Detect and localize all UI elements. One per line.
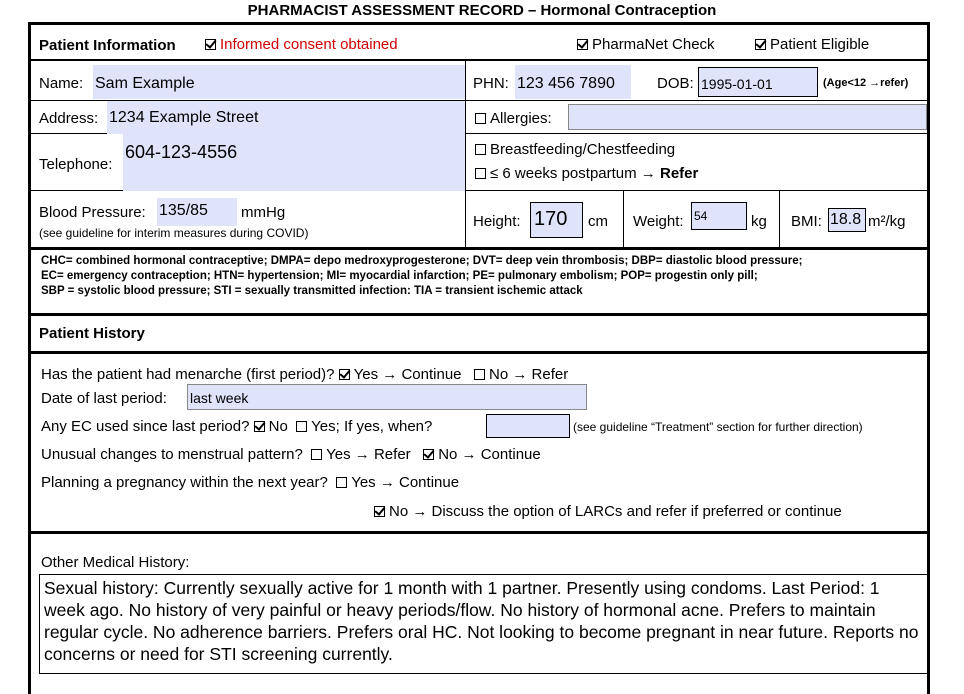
abbreviations-text: [41, 254, 802, 299]
breastfeeding-wrap: [475, 141, 675, 158]
other-history-section: [28, 534, 930, 694]
bp-label: Blood Pressure:: [39, 204, 146, 221]
assessment-form: [28, 22, 930, 683]
ec-yes-checkbox[interactable]: [296, 421, 307, 432]
breastfeeding-label: Breastfeeding/Chestfeeding: [490, 141, 676, 158]
allergies-wrap: [475, 110, 552, 127]
patient-history-section: [28, 354, 930, 534]
bmi-label: BMI:: [791, 213, 822, 230]
menstrual-question: Unusual changes to menstrual pattern?: [41, 446, 303, 463]
pregnancy-no-checkbox[interactable]: [374, 506, 385, 517]
consent-checkbox[interactable]: [205, 39, 216, 50]
menstrual-yes-label: Yes → Refer: [326, 446, 411, 463]
address-row: [31, 101, 927, 134]
address-label: Address:: [39, 110, 99, 127]
ec-no-label: No: [268, 418, 288, 435]
phn-label: PHN:: [473, 75, 509, 92]
telephone-row: [31, 134, 927, 191]
ec-line: [41, 418, 432, 435]
telephone-field[interactable]: 604-123-4556: [123, 134, 465, 191]
pregnancy-no-label: No → Discuss the option of LARCs and refer if preferred or continue: [389, 503, 842, 520]
dob-age-note: (Age<12 →refer): [823, 77, 909, 89]
dob-field[interactable]: 1995-01-01: [698, 67, 818, 97]
pregnancy-question: Planning a pregnancy within the next year?: [41, 474, 328, 491]
height-label: Height:: [473, 213, 521, 230]
consent-checkbox-wrap: [205, 36, 398, 53]
postpartum-checkbox[interactable]: [475, 168, 486, 179]
consent-label: Informed consent obtained: [220, 36, 398, 53]
ec-question: Any EC used since last period?: [41, 418, 250, 435]
menstrual-no-label: No → Continue: [438, 446, 541, 463]
phn-field[interactable]: 123 456 7890: [515, 65, 631, 99]
name-field[interactable]: Sam Example: [93, 65, 465, 99]
pregnancy-yes-checkbox[interactable]: [336, 477, 347, 488]
ec-note: (see guideline “Treatment” section for further direction): [573, 420, 863, 434]
allergies-checkbox[interactable]: [475, 113, 486, 124]
eligible-label: Patient Eligible: [770, 36, 870, 53]
abbreviation-line: SBP = systolic blood pressure; STI = sexually transmitted infection: TIA = transient ischemic attack: [41, 285, 583, 297]
pregnancy-line: [41, 474, 459, 491]
patient-info-section: [28, 22, 930, 250]
weight-field[interactable]: 54: [691, 202, 747, 230]
patient-history-header: [28, 316, 930, 354]
allergies-field[interactable]: [568, 104, 927, 130]
bmi-field[interactable]: 18.8: [828, 208, 866, 232]
menarche-yes-label: Yes → Continue: [353, 366, 462, 383]
pharmanet-label: PharmaNet Check: [592, 36, 715, 53]
lmp-field[interactable]: last week: [187, 384, 587, 410]
menstrual-line: [41, 446, 541, 463]
bp-field[interactable]: 135/85: [157, 198, 237, 226]
patient-info-heading: Patient Information: [39, 37, 176, 54]
ec-no-checkbox[interactable]: [254, 421, 265, 432]
menstrual-no-checkbox[interactable]: [423, 449, 434, 460]
bmi-unit: m²/kg: [868, 213, 906, 230]
form-title: PHARMACIST ASSESSMENT RECORD – Hormonal Contraception: [247, 2, 717, 19]
menstrual-yes-checkbox[interactable]: [311, 449, 322, 460]
height-field[interactable]: 170: [530, 202, 583, 238]
postpartum-wrap: [475, 165, 698, 182]
abbreviations-section: [28, 250, 930, 316]
menarche-yes-checkbox[interactable]: [339, 369, 350, 380]
other-history-field[interactable]: Sexual history: Currently sexually active for 1 month with 1 partner. Presently using condoms. Last Period: 1 week ago. No history of very painful or heavy periods/flow. No history of hormonal acne. Prefers to maintain regular cycle. No adherence barriers. Prefers oral HC. Not looking to become pregnant in near future. Reports no concerns or need for STI screening currently.: [39, 574, 929, 674]
menarche-line: [41, 366, 568, 383]
weight-label: Weight:: [633, 213, 684, 230]
lmp-line: [41, 390, 167, 407]
patient-info-header: [31, 25, 927, 61]
other-history-label: Other Medical History:: [41, 554, 190, 571]
name-label: Name:: [39, 75, 84, 92]
menarche-no-label: No → Refer: [489, 366, 569, 383]
eligible-checkbox[interactable]: [755, 39, 766, 50]
bp-unit: mmHg: [241, 204, 286, 221]
patient-history-heading: Patient History: [39, 325, 145, 342]
height-unit: cm: [588, 213, 608, 230]
abbreviation-line: EC= emergency contraception; HTN= hypertension; MI= myocardial infarction; PE= pulmonary embolism; POP= progestin only pill;: [41, 270, 758, 282]
name-row: [31, 61, 927, 101]
pregnancy-yes-label: Yes → Continue: [351, 474, 460, 491]
pharmanet-checkbox-wrap: [577, 36, 715, 53]
eligible-checkbox-wrap: [755, 36, 869, 53]
postpartum-refer: Refer: [659, 165, 699, 182]
pharmanet-checkbox[interactable]: [577, 39, 588, 50]
postpartum-label: ≤ 6 weeks postpartum →: [490, 165, 656, 182]
measurements-row: [31, 191, 927, 247]
weight-unit: kg: [751, 213, 767, 230]
lmp-label: Date of last period:: [41, 390, 167, 407]
menarche-no-checkbox[interactable]: [474, 369, 485, 380]
telephone-label: Telephone:: [39, 156, 113, 173]
pregnancy-no-line: [374, 503, 842, 520]
bp-note: (see guideline for interim measures during COVID): [39, 226, 309, 240]
ec-when-field[interactable]: [486, 414, 570, 438]
allergies-label: Allergies:: [490, 110, 552, 127]
ec-yes-label: Yes; If yes, when?: [311, 418, 433, 435]
abbreviation-line: CHC= combined hormonal contraceptive; DMPA= depo medroxyprogesterone; DVT= deep vein thrombosis; DBP= diastolic blood pressure;: [41, 255, 803, 267]
breastfeeding-checkbox[interactable]: [475, 144, 486, 155]
dob-label: DOB:: [657, 75, 694, 92]
address-field[interactable]: 1234 Example Street: [107, 101, 465, 134]
menarche-question: Has the patient had menarche (first period)?: [41, 366, 335, 383]
